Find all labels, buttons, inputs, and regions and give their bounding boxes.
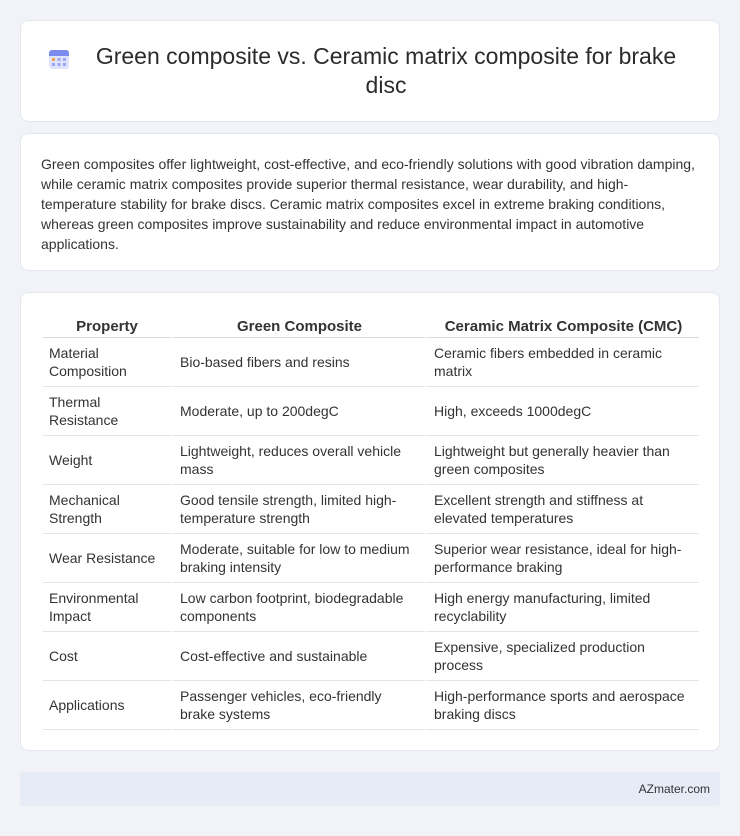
cell-property: Applications	[43, 681, 171, 730]
cell-property: Cost	[43, 632, 171, 681]
cell-cmc: High, exceeds 1000degC	[425, 387, 699, 436]
cell-property: Weight	[43, 436, 171, 485]
cell-green: Moderate, up to 200degC	[171, 387, 425, 436]
summary-text: Green composites offer lightweight, cost-effective, and eco-friendly solutions with good vibration damping, while ceramic matrix composites provide superior thermal resistance, wear durability, and high-temperature stability for brake discs. Ceramic matrix composites excel in extreme braking conditions, whereas green composites improve sustainability and reduce environmental impact in automotive applications.	[41, 156, 695, 252]
page-title: Green composite vs. Ceramic matrix composite for brake disc	[95, 43, 677, 98]
table-row	[43, 485, 699, 534]
cell-cmc: Expensive, specialized production process	[425, 632, 699, 681]
table-row	[43, 681, 699, 730]
comparison-table-card	[20, 292, 720, 751]
cell-cmc: High-performance sports and aerospace braking discs	[425, 681, 699, 730]
table-row	[43, 583, 699, 632]
table-header-row	[43, 311, 699, 338]
table-row	[43, 632, 699, 681]
header-property: Property	[43, 311, 171, 338]
cell-cmc: Excellent strength and stiffness at elevated temperatures	[425, 485, 699, 534]
title-card	[20, 20, 720, 122]
cell-green: Good tensile strength, limited high-temperature strength	[171, 485, 425, 534]
cell-green: Bio-based fibers and resins	[171, 338, 425, 387]
cell-green: Low carbon footprint, biodegradable components	[171, 583, 425, 632]
cell-cmc: Superior wear resistance, ideal for high-performance braking	[425, 534, 699, 583]
footer-brand[interactable]: AZmater.com	[638, 782, 710, 796]
header-cmc: Ceramic Matrix Composite (CMC)	[425, 311, 699, 338]
cell-cmc: High energy manufacturing, limited recyclability	[425, 583, 699, 632]
cell-green: Passenger vehicles, eco-friendly brake systems	[171, 681, 425, 730]
table-row	[43, 338, 699, 387]
table-row	[43, 436, 699, 485]
cell-property: Wear Resistance	[43, 534, 171, 583]
header-green-composite: Green Composite	[171, 311, 425, 338]
footer	[20, 772, 720, 806]
comparison-table	[43, 311, 699, 730]
summary-card	[20, 133, 720, 271]
cell-cmc: Lightweight but generally heavier than green composites	[425, 436, 699, 485]
cell-cmc: Ceramic fibers embedded in ceramic matrix	[425, 338, 699, 387]
cell-property: Material Composition	[43, 338, 171, 387]
cell-property: Mechanical Strength	[43, 485, 171, 534]
cell-green: Moderate, suitable for low to medium braking intensity	[171, 534, 425, 583]
cell-green: Cost-effective and sustainable	[171, 632, 425, 681]
calendar-icon	[47, 47, 71, 71]
table-row	[43, 387, 699, 436]
table-row	[43, 534, 699, 583]
cell-property: Environmental Impact	[43, 583, 171, 632]
cell-green: Lightweight, reduces overall vehicle mass	[171, 436, 425, 485]
cell-property: Thermal Resistance	[43, 387, 171, 436]
